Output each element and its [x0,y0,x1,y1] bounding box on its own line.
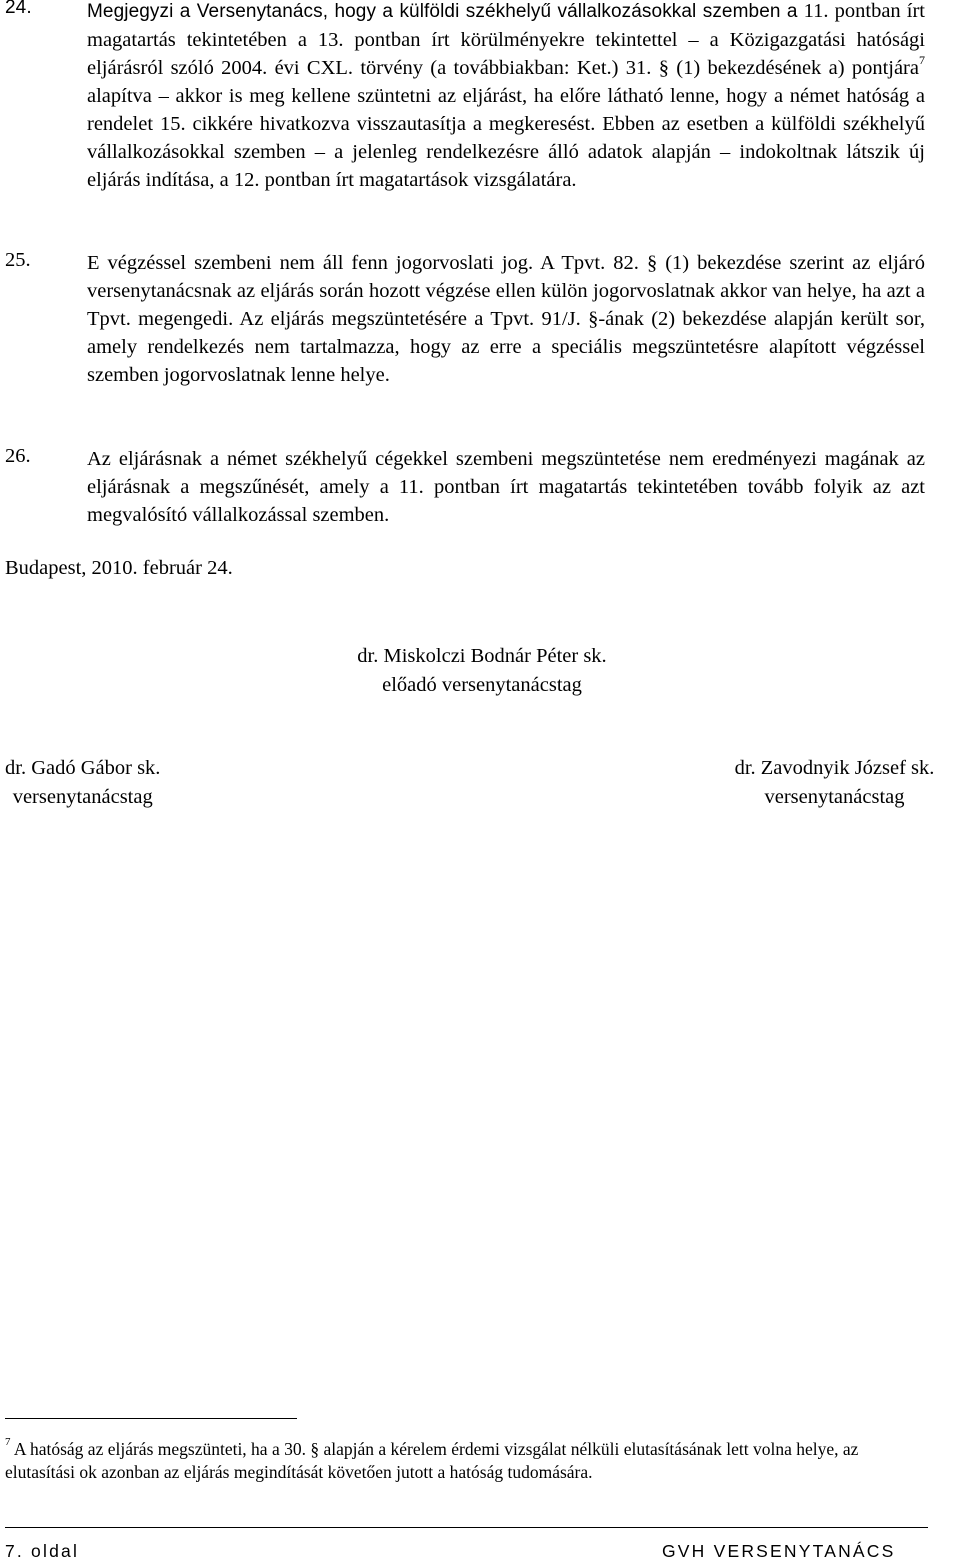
paragraph-body [87,0,925,194]
paragraph-number: 25. [5,249,31,271]
paragraph-text: 11. pontban írt magatartás tekintetében a 13. pontban írt körülményekre tekintettel – a Közigazgatási hatósági eljárásról szóló 2004. évi CXL. törvény (a továbbiakban: Ket.) 31. § (1) bekezdésének a) pontjára [87,0,925,79]
signatory-name: dr. Miskolczi Bodnár Péter sk. [357,645,607,667]
paragraph-number: 24. [5,0,32,18]
paragraph-25 [5,249,925,389]
paragraph-number: 26. [5,445,31,467]
signatory-name: dr. Zavodnyik József sk. [734,757,935,779]
footnote-mark: 7 [5,1436,11,1449]
footnote [5,1438,925,1484]
footnote-reference[interactable]: 7 [919,53,925,68]
right-signature [712,754,957,812]
signatory-name: dr. Gadó Gábor sk. [5,757,161,779]
footer-rule [5,1527,928,1528]
paragraph-lead-text: Megjegyzi a Versenytanács, hogy a külföldi székhelyű vállalkozásokkal szemben a [87,1,798,22]
paragraph-text-continued: alapítva – akkor is meg kellene szüntetni az eljárást, ha előre látható lenne, hogy a német hatóság a rendelet 15. cikkére hivatkozva visszautasítja a megkeresést. Ebben az esetben a külföldi székhelyű vállalkozásokkal szemben – a jelenleg rendelkezésre álló adatok alapján – indokoltnak látszik új eljárás indítása, a 12. pontban írt magatartások vizsgálatára. [87,85,925,191]
paragraph-24 [5,0,925,194]
paragraph-26 [5,445,925,529]
signatory-role: versenytanácstag [12,786,153,808]
left-signature [5,754,160,812]
paragraph-body: Az eljárásnak a német székhelyű cégekkel szembeni megszüntetése nem eredményezi magának az eljárásnak a megszűnését, amely a 11. pontban írt magatartás tekintetében tovább folyik az azt megvalósító vállalkozással szemben. [87,448,925,526]
paragraph-body: E végzéssel szembeni nem áll fenn jogorvoslati jog. A Tpvt. 82. § (1) bekezdése szerint az eljáró versenytanácsnak az eljárás során hozott végzése ellen külön jogorvoslatnak akkor van helye, ha azt a Tpvt. megengedi. Az eljárás megszüntetésére a Tpvt. 91/J. §-ának (2) bekezdése alapján került sor, amely rendelkezés nem tartalmazza, hogy az erre a speciális megszüntetésre alapított végzéssel szemben jogorvoslatnak lenne helye. [87,252,925,386]
signatory-role: előadó versenytanácstag [382,674,582,696]
signatory-role: versenytanácstag [764,786,905,808]
footnote-separator [5,1418,297,1419]
rapporteur-signature [282,642,682,700]
footer-organization: GVH VERSENYTANÁCS [662,1541,896,1561]
place-date: Budapest, 2010. február 24. [5,557,233,579]
footnote-text: A hatóság az eljárás megszünteti, ha a 30. § alapján a kérelem érdemi vizsgálat nélküli elutasításának lett volna helye, az elutasítási ok azonban az eljárás megindítását követően jutott a hatóság tudomására. [5,1439,859,1482]
page-number: 7. oldal [5,1541,80,1561]
